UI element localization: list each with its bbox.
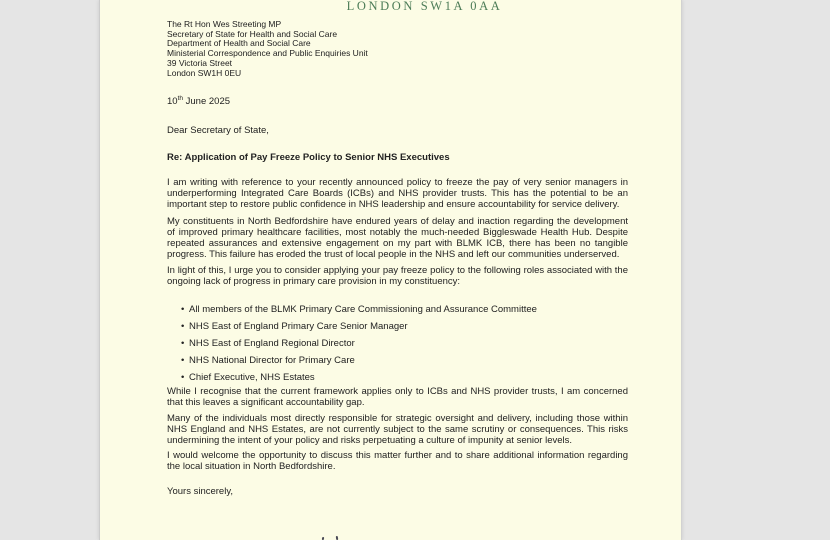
list-item-text: NHS National Director for Primary Care <box>189 355 355 367</box>
recipient-address-block <box>167 20 628 78</box>
date-day: 10 <box>167 96 178 108</box>
recipient-line: Secretary of State for Health and Social Care <box>167 28 338 39</box>
subject-line: Re: Application of Pay Freeze Policy to Senior NHS Executives <box>167 152 450 164</box>
date-rest: June 2025 <box>183 96 231 108</box>
letter-content <box>167 0 628 497</box>
recipient-line: 39 Victoria Street <box>167 57 233 68</box>
letter-date <box>167 96 628 107</box>
body-paragraph: I am writing with reference to your recently announced policy to freeze the pay of very senior managers in underperforming Integrated Care Boards (ICBs) and NHS provider trusts. This has the potential to be an important step to restore public confidence in NHS leadership and ensure accountability for service delivery. <box>167 177 628 211</box>
recipient-line: The Rt Hon Wes Streeting MP <box>167 19 282 29</box>
list-item-text: NHS East of England Primary Care Senior Manager <box>189 321 408 333</box>
list-item-text: Chief Executive, NHS Estates <box>189 372 315 384</box>
signature-stroke <box>336 536 339 540</box>
bullet-icon: • <box>181 304 185 316</box>
recipient-line: Ministerial Correspondence and Public Enquiries Unit <box>167 48 368 59</box>
list-item <box>181 304 628 315</box>
letter-page <box>99 0 682 540</box>
body-paragraph: I would welcome the opportunity to discuss this matter further and to share additional information regarding the local situation in North Bedfordshire. <box>167 450 628 473</box>
body-paragraph: While I recognise that the current framework applies only to ICBs and NHS provider trusts, I am concerned that this leaves a significant accountability gap. <box>167 386 628 409</box>
bullet-icon: • <box>181 321 185 333</box>
list-item-text: NHS East of England Regional Director <box>189 338 355 350</box>
date-ordinal: th <box>177 95 183 103</box>
list-item <box>181 338 628 349</box>
bullet-icon: • <box>181 372 185 384</box>
bullet-icon: • <box>181 355 185 367</box>
body-paragraph: In light of this, I urge you to consider applying your pay freeze policy to the following roles associated with the ongoing lack of progress in primary care provision in my constituency: <box>167 265 628 288</box>
list-item <box>181 321 628 332</box>
signoff: Yours sincerely, <box>167 486 234 498</box>
bullet-icon: • <box>181 338 185 350</box>
salutation: Dear Secretary of State, <box>167 125 269 137</box>
list-item-text: All members of the BLMK Primary Care Commissioning and Assurance Committee <box>189 304 537 316</box>
list-item <box>181 372 628 383</box>
list-item <box>181 355 628 366</box>
body-paragraph: My constituents in North Bedfordshire have endured years of delay and inaction regarding the development of improved primary healthcare facilities, most notably the much-needed Biggleswade Health Hub. Despite repeated assurances and extensive engagement on my part with BLMK ICB, there has been no tangible progress. This failure has eroded the trust of local people in the NHS and left our communities underserved. <box>167 216 628 261</box>
letterhead-postcode-line: LONDON SW1A 0AA <box>346 0 503 13</box>
recipient-line: London SW1H 0EU <box>167 67 242 78</box>
roles-bullet-list <box>167 304 628 383</box>
recipient-line: Department of Health and Social Care <box>167 38 311 49</box>
signature-fragment <box>320 535 350 540</box>
body-paragraph: Many of the individuals most directly responsible for strategic oversight and delivery, including those within NHS England and NHS Estates, are not currently subject to the same scrutiny or consequences. This risks undermining the intent of your policy and risks perpetuating a culture of impunity at senior levels. <box>167 413 628 447</box>
